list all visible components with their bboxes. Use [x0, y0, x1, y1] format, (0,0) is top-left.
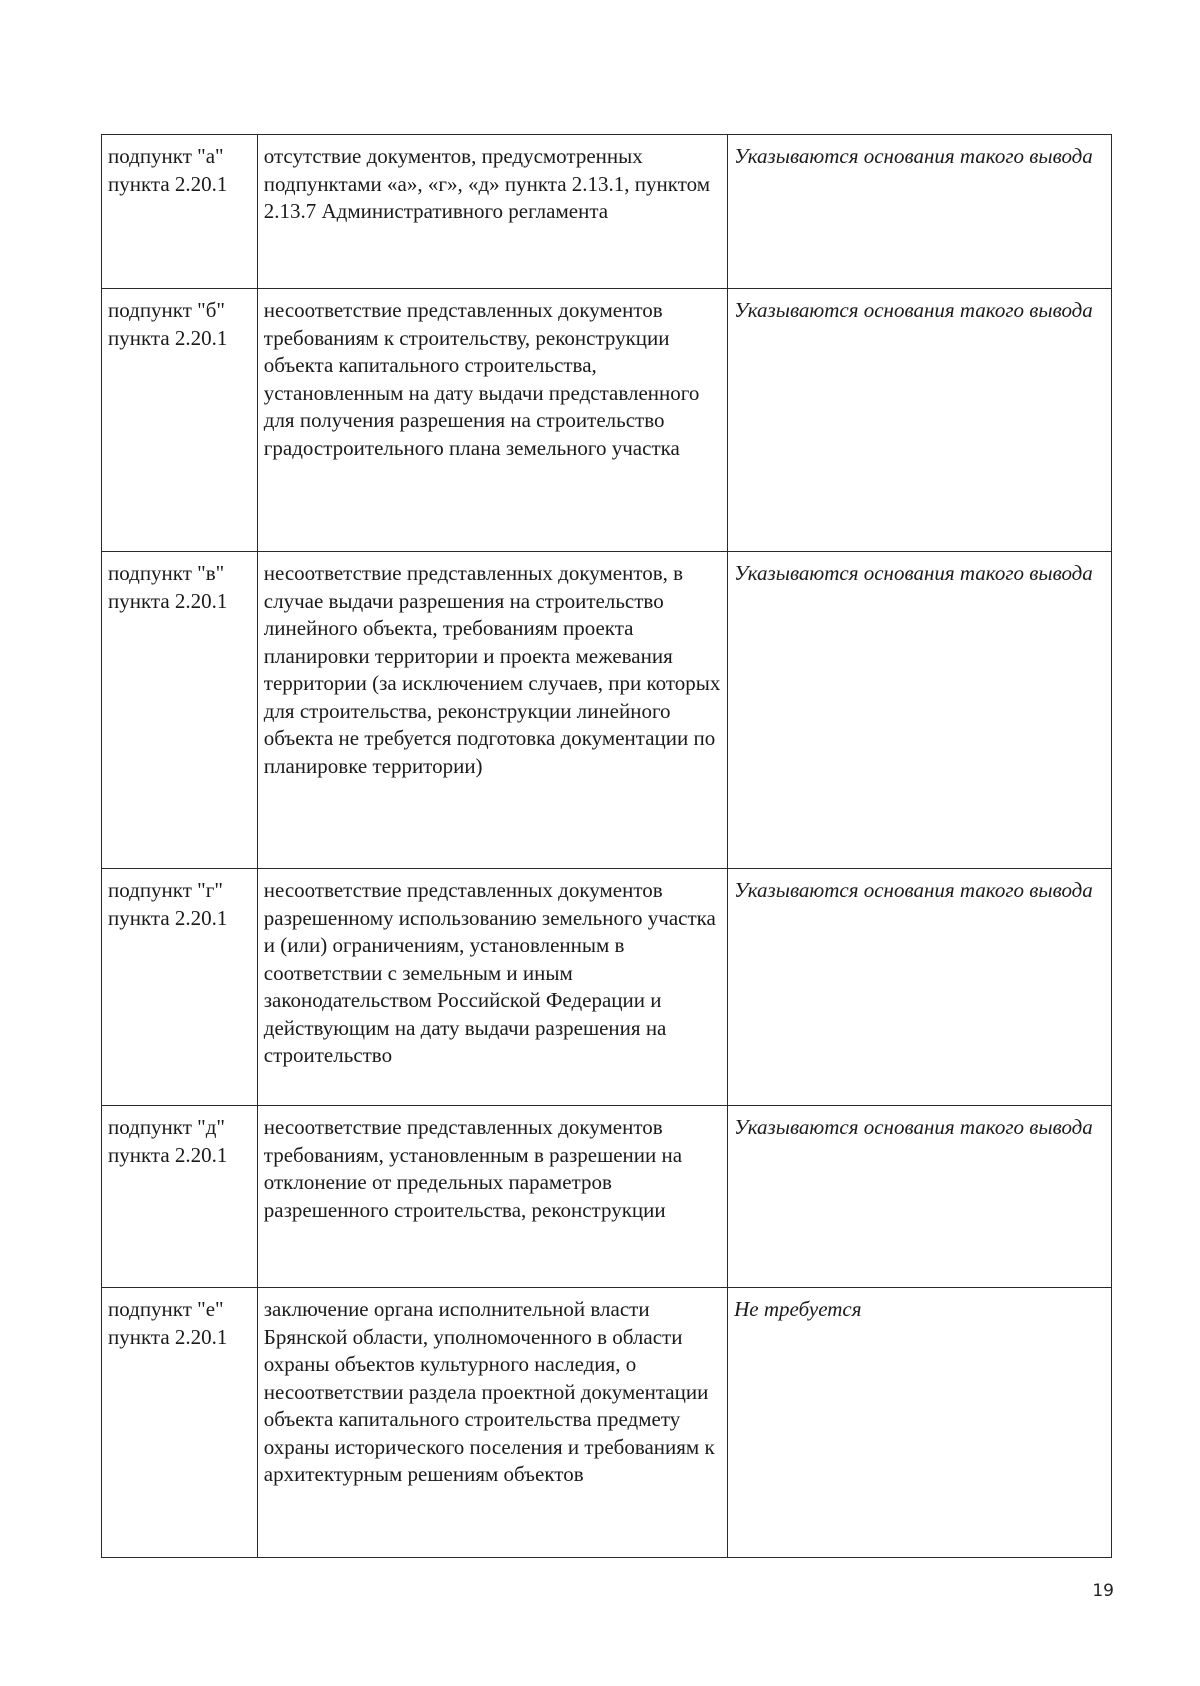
note-cell: Указываются основания такого вывода [728, 552, 1112, 869]
note-cell: Указываются основания такого вывода [728, 1106, 1112, 1288]
table-row [102, 869, 1112, 1106]
table-row [102, 1106, 1112, 1288]
note-cell: Указываются основания такого вывода [728, 135, 1112, 289]
reason-cell: отсутствие документов, предусмотренных подпунктами «а», «г», «д» пункта 2.13.1, пунктом 2.13.7 Административного регламента [257, 135, 727, 289]
reason-cell: несоответствие представленных документов требованиям к строительству, реконструкции объекта капитального строительства, установленным на дату выдачи представленного для получения разрешения на строительство градостроительного плана земельного участка [257, 289, 727, 552]
note-cell: Указываются основания такого вывода [728, 869, 1112, 1106]
subclause-cell: подпункт "а" пункта 2.20.1 [102, 135, 258, 289]
reason-cell: несоответствие представленных документов требованиям, установленным в разрешении на отклонение от предельных параметров разрешенного строительства, реконструкции [257, 1106, 727, 1288]
subclause-cell: подпункт "б" пункта 2.20.1 [102, 289, 258, 552]
table-row [102, 552, 1112, 869]
note-cell: Указываются основания такого вывода [728, 289, 1112, 552]
subclause-cell: подпункт "в" пункта 2.20.1 [102, 552, 258, 869]
subclause-cell: подпункт "г" пункта 2.20.1 [102, 869, 258, 1106]
subclause-cell: подпункт "д" пункта 2.20.1 [102, 1106, 258, 1288]
table-row [102, 135, 1112, 289]
reason-cell: несоответствие представленных документов, в случае выдачи разрешения на строительство линейного объекта, требованиям проекта планировки территории и проекта межевания территории (за исключением случаев, при которых для строительства, реконструкции линейного объекта не требуется подготовка документации по планировке территории) [257, 552, 727, 869]
page-number: 19 [1092, 1581, 1114, 1601]
table-row [102, 1288, 1112, 1558]
subclause-cell: подпункт "е" пункта 2.20.1 [102, 1288, 258, 1558]
reason-cell: заключение органа исполнительной власти Брянской области, уполномоченного в области охраны объектов культурного наследия, о несоответствии раздела проектной документации объекта капитального строительства предмету охраны исторического поселения и требованиям к архитектурным решениям объектов [257, 1288, 727, 1558]
note-cell: Не требуется [728, 1288, 1112, 1558]
grounds-table [101, 134, 1112, 1558]
table-row [102, 289, 1112, 552]
reason-cell: несоответствие представленных документов разрешенному использованию земельного участка и (или) ограничениям, установленным в соответствии с земельным и иным законодательством Российской Федерации и действующим на дату выдачи разрешения на строительство [257, 869, 727, 1106]
